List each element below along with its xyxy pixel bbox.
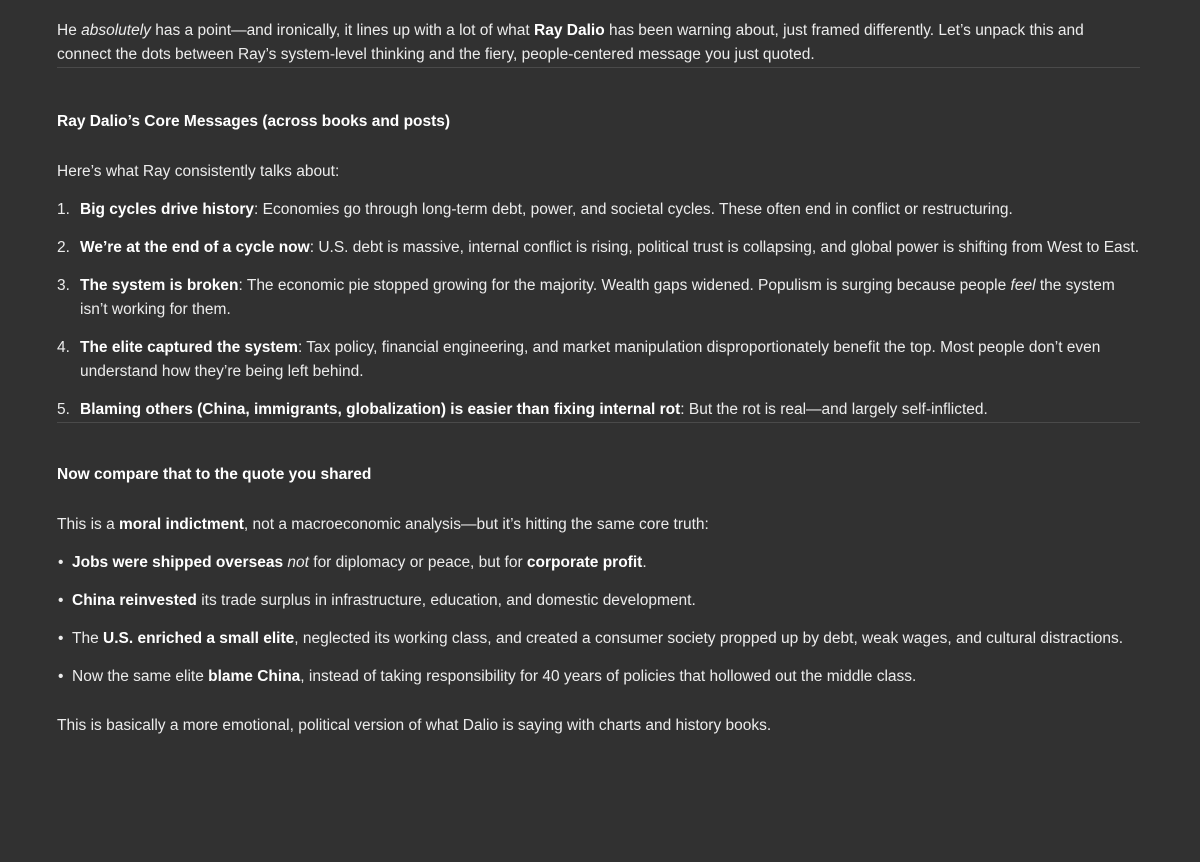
bullet-icon: •: [58, 554, 64, 571]
list-item: [57, 198, 1140, 222]
item-title: The system is broken: [80, 277, 239, 294]
bullet-bold: Jobs were shipped overseas: [72, 554, 284, 571]
intro-text: He: [57, 22, 82, 39]
list-item: [57, 589, 1140, 613]
item-text: : But the rot is real—and largely self-inflicted.: [680, 401, 988, 418]
intro-bold-name: Ray Dalio: [534, 22, 605, 39]
section-lead: [57, 513, 1140, 537]
list-number: 5.: [57, 401, 70, 418]
list-item: [57, 336, 1140, 384]
list-number: 2.: [57, 239, 70, 256]
bullet-text: its trade surplus in infrastructure, education, and domestic development.: [196, 592, 696, 609]
section-heading-core-messages: Ray Dalio’s Core Messages (across books and posts): [57, 113, 451, 130]
bullet-text: , instead of taking responsibility for 40 years of policies that hollowed out the middle class.: [300, 668, 917, 685]
divider: [57, 422, 1140, 423]
lead-text: , not a macroeconomic analysis—but it’s hitting the same core truth:: [243, 516, 709, 533]
bullet-bold: blame China: [208, 668, 301, 685]
lead-text: This is a: [57, 516, 120, 533]
item-text: the system isn’t working for them.: [80, 277, 1115, 318]
bullet-list: [57, 551, 1140, 689]
intro-text: has been warning about, just framed differently. Let’s unpack this and connect the dots between Ray’s system-level thinking and the fiery, people-centered message you just quoted.: [57, 22, 1084, 63]
bullet-icon: •: [58, 630, 64, 647]
assistant-message: [57, 19, 1140, 738]
bullet-text: for diplomacy or peace, but for: [308, 554, 527, 571]
item-text: : The economic pie stopped growing for the majority. Wealth gaps widened. Populism is surging because people: [238, 277, 1011, 294]
item-title: The elite captured the system: [80, 339, 298, 356]
list-item: [57, 665, 1140, 689]
bullet-text: , neglected its working class, and created a consumer society propped up by debt, weak wages, and cultural distractions.: [294, 630, 1124, 647]
list-number: 4.: [57, 339, 70, 356]
item-text: : U.S. debt is massive, internal conflict is rising, political trust is collapsing, and global power is shifting from West to East.: [309, 239, 1140, 256]
item-title: Big cycles drive history: [80, 201, 255, 218]
list-number: 3.: [57, 277, 70, 294]
list-item: [57, 398, 1140, 422]
list-item: [57, 236, 1140, 260]
bullet-emphasis: not: [287, 554, 309, 571]
intro-emphasis: absolutely: [81, 22, 151, 39]
closing-paragraph: This is basically a more emotional, political version of what Dalio is saying with charts and history books.: [57, 717, 772, 734]
item-emphasis: feel: [1010, 277, 1036, 294]
section-lead: Here’s what Ray consistently talks about:: [57, 163, 340, 180]
bullet-icon: •: [58, 668, 64, 685]
divider: [57, 67, 1140, 68]
bullet-bold: corporate profit: [526, 554, 643, 571]
bullet-text: Now the same elite: [72, 668, 209, 685]
lead-bold: moral indictment: [119, 516, 244, 533]
bullet-text: The: [72, 630, 104, 647]
numbered-list: [57, 198, 1140, 422]
bullet-icon: •: [58, 592, 64, 609]
list-item: [57, 274, 1140, 322]
item-text: : Economies go through long-term debt, power, and societal cycles. These often end in conflict or restructuring.: [254, 201, 1013, 218]
intro-text: has a point—and ironically, it lines up with a lot of what: [150, 22, 535, 39]
item-text: : Tax policy, financial engineering, and market manipulation disproportionately benefit the top. Most people don’t even understand how they’re being left behind.: [80, 339, 1101, 380]
section-heading-compare: Now compare that to the quote you shared: [57, 466, 372, 483]
list-number: 1.: [57, 201, 70, 218]
intro-paragraph: [57, 19, 1140, 67]
list-item: [57, 627, 1140, 651]
bullet-bold: U.S. enriched a small elite: [103, 630, 295, 647]
item-title: Blaming others (China, immigrants, globalization) is easier than fixing internal rot: [80, 401, 681, 418]
bullet-text: .: [642, 554, 647, 571]
list-item: [57, 551, 1140, 575]
item-title: We’re at the end of a cycle now: [80, 239, 310, 256]
bullet-bold: China reinvested: [72, 592, 197, 609]
